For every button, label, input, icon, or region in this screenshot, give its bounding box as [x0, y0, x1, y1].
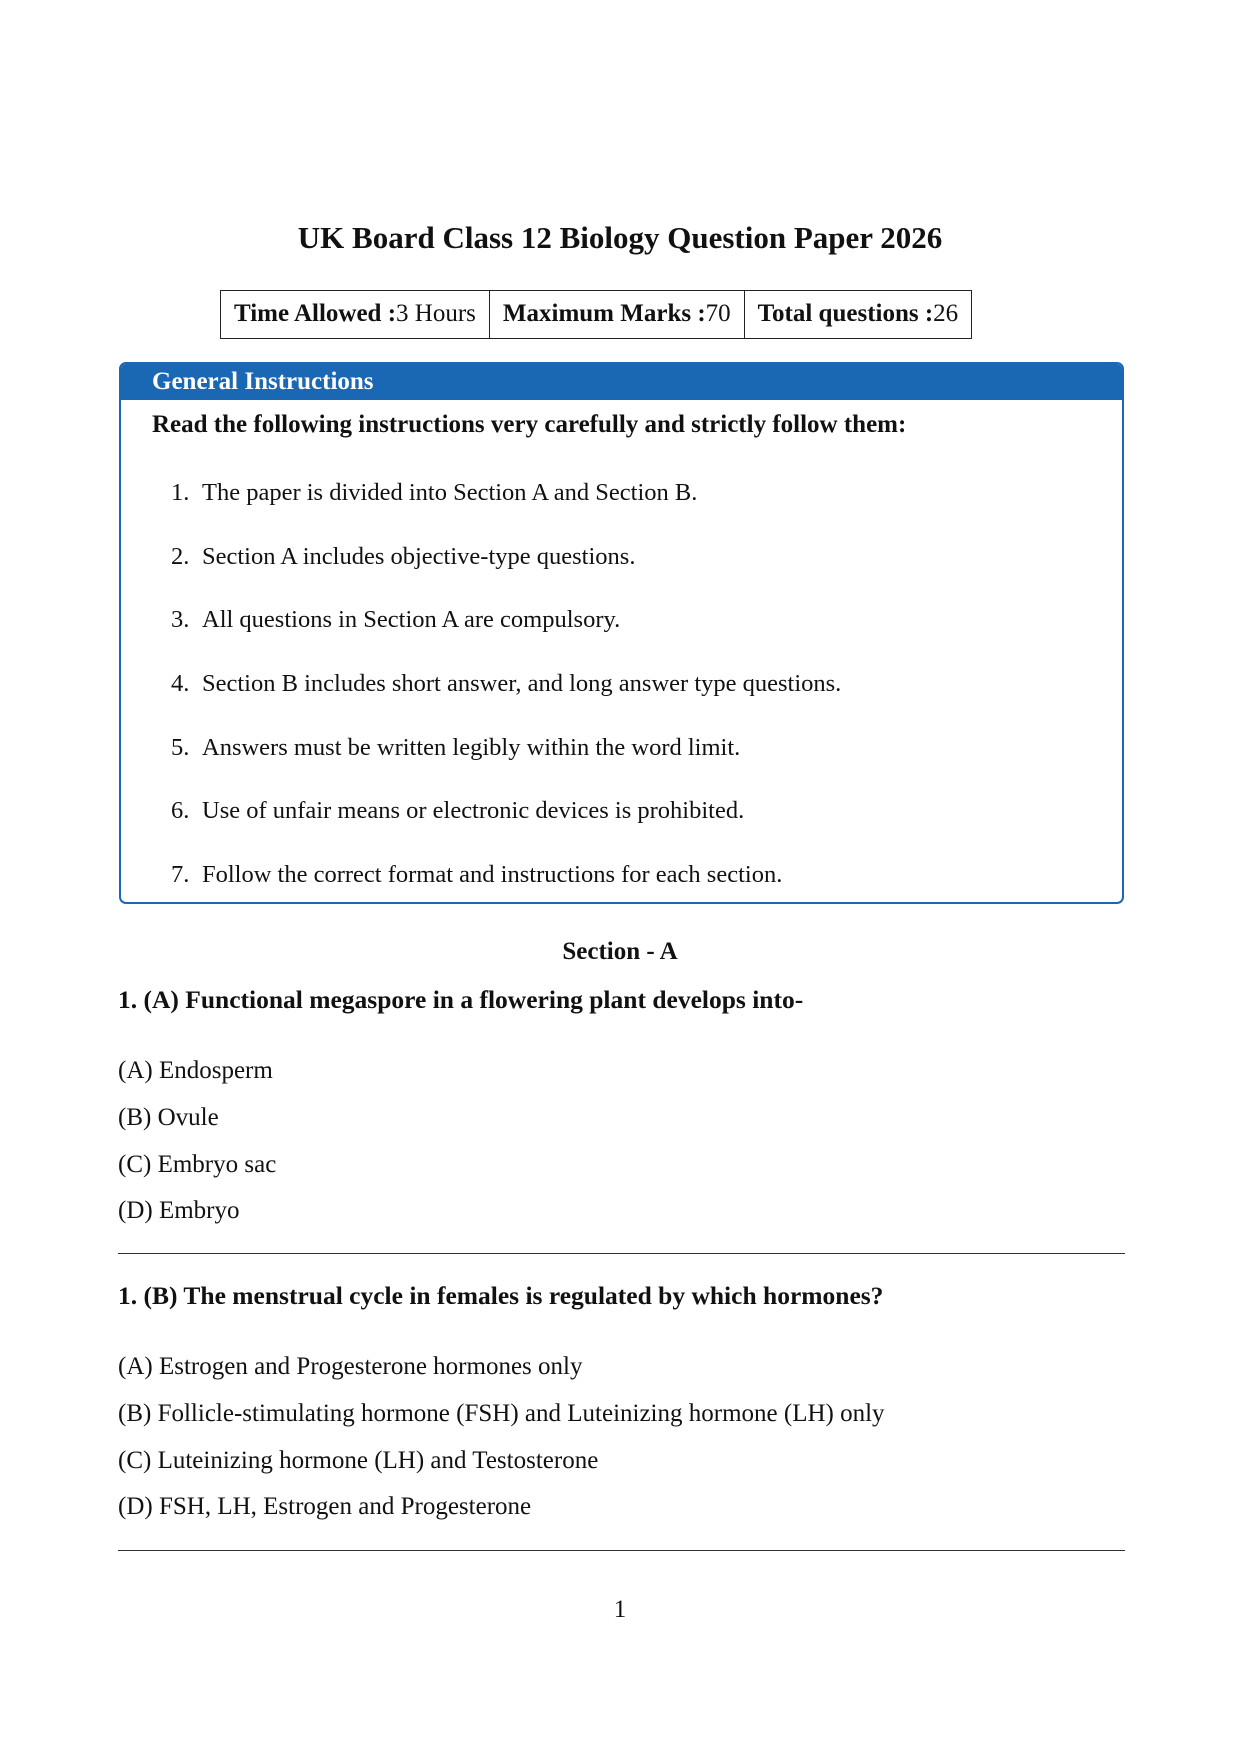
maximum-marks-cell [490, 291, 745, 338]
instruction-item [171, 667, 841, 731]
instructions-list [171, 476, 841, 904]
option-a: (A) Estrogen and Progesterone hormones only [118, 1353, 583, 1380]
instruction-text: The paper is divided into Section A and Section B. [202, 479, 698, 506]
option-b: (B) Follicle-stimulating hormone (FSH) and Luteinizing hormone (LH) only [118, 1399, 885, 1427]
instruction-text: Section B includes short answer, and long answer type questions. [202, 670, 842, 698]
option-d: (D) Embryo [118, 1197, 240, 1225]
instruction-item [171, 603, 841, 667]
question-1b [118, 1279, 1125, 1521]
question-1a [118, 983, 1125, 1225]
instruction-item [171, 476, 841, 540]
instruction-item [171, 794, 841, 858]
instruction-text: All questions in Section A are compulsory. [202, 606, 621, 634]
question-divider [118, 1253, 1125, 1254]
question-text: 1. (B) The menstrual cycle in females is regulated by which hormones? [118, 1281, 884, 1310]
option-c: (C) Embryo sac [118, 1150, 277, 1178]
time-allowed-label: Time Allowed : [234, 300, 397, 327]
instruction-number: 3. [171, 606, 190, 634]
general-instructions-box [119, 362, 1124, 904]
instruction-number: 2. [171, 542, 190, 570]
instructions-lead: Read the following instructions very carefully and strictly follow them: [152, 411, 907, 438]
page-title: UK Board Class 12 Biology Question Paper 2026 [297, 220, 943, 255]
instruction-text: Use of unfair means or electronic devices is prohibited. [202, 797, 745, 825]
instruction-number: 4. [171, 670, 190, 698]
time-allowed-value: 3 Hours [396, 300, 476, 327]
time-allowed-cell [221, 291, 490, 338]
option-a: (A) Endosperm [118, 1057, 273, 1084]
instruction-text: Section A includes objective-type questions. [202, 542, 636, 570]
instruction-number: 7. [171, 861, 190, 889]
instruction-item [171, 858, 841, 904]
section-a-title: Section - A [562, 938, 678, 965]
total-questions-label: Total questions : [757, 300, 934, 327]
total-questions-cell [745, 291, 972, 338]
instruction-number: 5. [171, 733, 190, 761]
instruction-number: 6. [171, 797, 190, 825]
option-c: (C) Luteinizing hormone (LH) and Testosterone [118, 1446, 599, 1474]
question-divider [118, 1550, 1125, 1551]
question-options [118, 1054, 276, 1241]
option-d: (D) FSH, LH, Estrogen and Progesterone [118, 1493, 532, 1521]
instruction-item [171, 540, 841, 604]
maximum-marks-label: Maximum Marks : [502, 300, 706, 327]
question-options [118, 1350, 885, 1537]
question-text: 1. (A) Functional megaspore in a flowering plant develops into- [118, 985, 804, 1014]
option-b: (B) Ovule [118, 1103, 219, 1131]
exam-meta-table [220, 290, 972, 339]
instructions-header: General Instructions [121, 364, 1122, 400]
total-questions-value: 26 [933, 300, 959, 327]
instruction-text: Answers must be written legibly within the word limit. [202, 733, 741, 761]
page-number: 1 [613, 1596, 627, 1623]
maximum-marks-value: 70 [705, 300, 731, 327]
instruction-number: 1. [171, 479, 190, 506]
instruction-item [171, 731, 841, 795]
instruction-text: Follow the correct format and instructions for each section. [202, 861, 783, 889]
